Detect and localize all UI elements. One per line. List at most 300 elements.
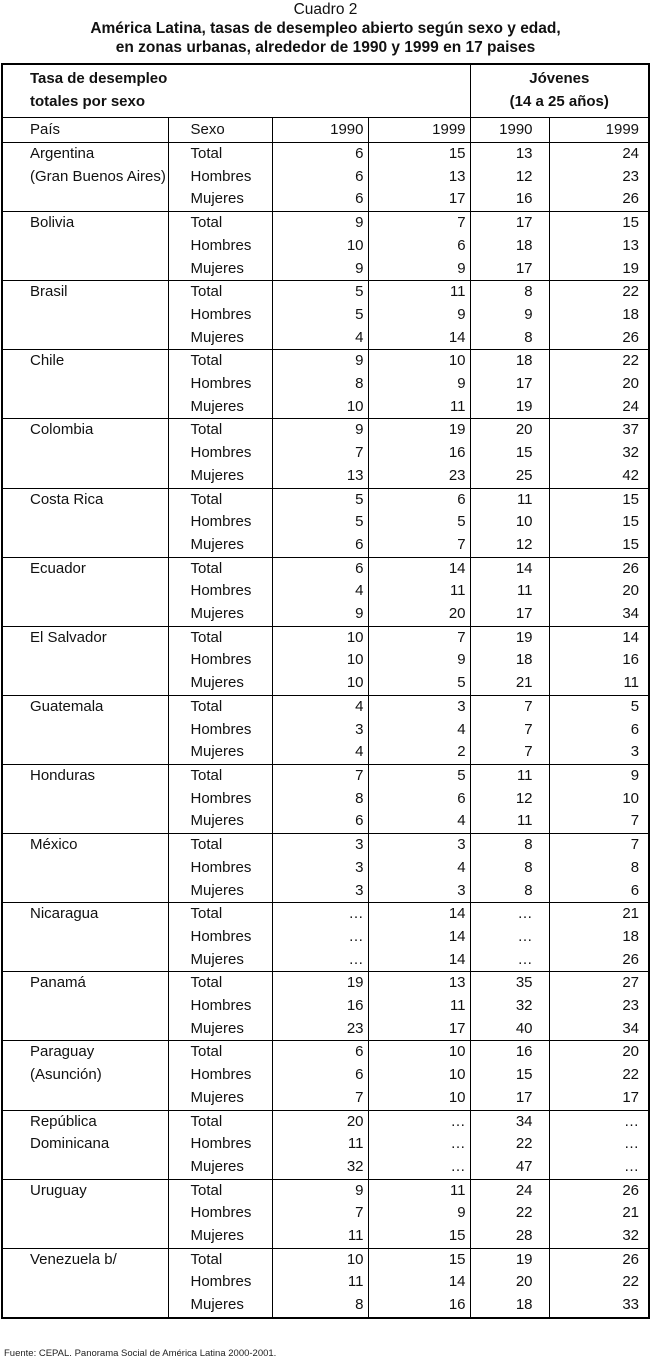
youth-1999-cell: 26 <box>549 557 649 580</box>
total-1999-cell: 15 <box>368 1248 470 1271</box>
total-1999-cell: 10 <box>368 1041 470 1064</box>
total-1990-cell: 5 <box>272 304 368 327</box>
table-row <box>2 511 649 534</box>
total-1990-cell: 8 <box>272 788 368 811</box>
youth-1999-cell: 21 <box>549 1202 649 1225</box>
youth-1999-cell: 20 <box>549 1041 649 1064</box>
youth-1990-cell: 22 <box>470 1202 549 1225</box>
youth-1999-cell: 15 <box>549 212 649 235</box>
table-group-header <box>2 64 649 118</box>
youth-1999-cell: 33 <box>549 1294 649 1318</box>
youth-1990-cell: 12 <box>470 534 549 557</box>
sex-cell: Mujeres <box>168 741 272 764</box>
youth-1990-cell: 7 <box>470 719 549 742</box>
table-row <box>2 1225 649 1248</box>
youth-1999-cell: 19 <box>549 258 649 281</box>
sex-cell: Mujeres <box>168 188 272 211</box>
country-cell: Dominicana <box>30 1135 110 1153</box>
country-cell: Brasil <box>2 281 168 304</box>
total-1990-cell: 3 <box>272 834 368 857</box>
youth-1990-cell: 47 <box>470 1156 549 1179</box>
sex-cell: Hombres <box>168 373 272 396</box>
youth-1999-cell: 26 <box>549 188 649 211</box>
sex-cell: Mujeres <box>168 672 272 695</box>
youth-1999-cell: 17 <box>549 1087 649 1110</box>
country-cell <box>2 1018 168 1041</box>
sex-cell: Hombres <box>168 1064 272 1087</box>
total-1999-cell: 19 <box>368 419 470 442</box>
youth-1990-cell: 7 <box>470 741 549 764</box>
table-row <box>2 788 649 811</box>
sex-cell: Total <box>168 972 272 995</box>
total-1990-cell: 10 <box>272 396 368 419</box>
col-header-1999: 1999 <box>368 118 470 143</box>
table-row <box>2 719 649 742</box>
table-row <box>2 1087 649 1110</box>
table-row <box>2 373 649 396</box>
total-1999-cell: 2 <box>368 741 470 764</box>
sex-cell: Hombres <box>168 926 272 949</box>
country-cell <box>2 995 168 1018</box>
youth-1999-cell: 7 <box>549 834 649 857</box>
country-cell: Uruguay <box>2 1179 168 1202</box>
youth-1990-cell: 18 <box>470 235 549 258</box>
country-cell <box>2 1202 168 1225</box>
table-row <box>2 903 649 926</box>
youth-1999-cell: 26 <box>549 1248 649 1271</box>
youth-1990-cell: 11 <box>470 764 549 787</box>
youth-1990-cell: 16 <box>470 1041 549 1064</box>
table-row <box>2 764 649 787</box>
total-1990-cell: 4 <box>272 741 368 764</box>
total-1990-cell: 16 <box>272 995 368 1018</box>
sex-cell: Hombres <box>168 719 272 742</box>
table-row <box>2 926 649 949</box>
country-cell: Colombia <box>2 419 168 442</box>
total-1999-cell: 14 <box>368 327 470 350</box>
country-cell: Ecuador <box>2 557 168 580</box>
total-1999-cell: 6 <box>368 488 470 511</box>
table-row <box>2 834 649 857</box>
sex-cell: Mujeres <box>168 396 272 419</box>
youth-1999-cell: … <box>549 1133 649 1156</box>
country-cell: El Salvador <box>2 626 168 649</box>
country-cell <box>2 396 168 419</box>
country-cell: Venezuela b/ <box>2 1248 168 1271</box>
youth-1999-cell: 22 <box>549 1271 649 1294</box>
table-row <box>2 212 649 235</box>
total-1990-cell: 8 <box>272 373 368 396</box>
youth-1990-cell: 18 <box>470 350 549 373</box>
youth-1999-cell: 20 <box>549 580 649 603</box>
youth-1999-cell: 26 <box>549 1179 649 1202</box>
total-1990-cell: … <box>272 903 368 926</box>
sex-cell: Total <box>168 834 272 857</box>
total-1999-cell: 5 <box>368 672 470 695</box>
table-row <box>2 327 649 350</box>
youth-1990-cell: 12 <box>470 166 549 189</box>
table-row <box>2 396 649 419</box>
table-row <box>2 143 649 166</box>
youth-1999-cell: 18 <box>549 926 649 949</box>
table-row <box>2 166 649 189</box>
youth-1990-cell: 8 <box>470 834 549 857</box>
sex-cell: Mujeres <box>168 810 272 833</box>
sex-cell: Hombres <box>168 166 272 189</box>
sex-cell: Mujeres <box>168 534 272 557</box>
total-1990-cell: 3 <box>272 857 368 880</box>
country-cell <box>2 465 168 488</box>
total-1990-cell: 10 <box>272 672 368 695</box>
country-cell: República <box>2 1110 168 1133</box>
youth-header: Jóvenes (14 a 25 años) <box>470 64 649 118</box>
country-cell <box>2 442 168 465</box>
country-cell <box>2 810 168 833</box>
table-caption-line-1: América Latina, tasas de desempleo abierto según sexo y edad, <box>90 20 561 37</box>
total-1999-cell: 14 <box>368 949 470 972</box>
youth-1990-cell: 21 <box>470 672 549 695</box>
sex-cell: Hombres <box>168 857 272 880</box>
table-row <box>2 465 649 488</box>
table-row <box>2 880 649 903</box>
sex-cell: Total <box>168 1110 272 1133</box>
sex-cell: Mujeres <box>168 1225 272 1248</box>
sex-cell: Total <box>168 557 272 580</box>
country-cell <box>2 926 168 949</box>
table-row <box>2 741 649 764</box>
total-1999-cell: 4 <box>368 857 470 880</box>
sex-cell: Mujeres <box>168 603 272 626</box>
youth-1999-cell: 34 <box>549 1018 649 1041</box>
country-cell <box>2 511 168 534</box>
total-1990-cell: … <box>272 949 368 972</box>
youth-1990-cell: 11 <box>470 488 549 511</box>
table-row <box>2 649 649 672</box>
total-1999-cell: 4 <box>368 810 470 833</box>
total-1990-cell: 6 <box>272 166 368 189</box>
sex-cell: Mujeres <box>168 327 272 350</box>
total-1990-cell: 10 <box>272 1248 368 1271</box>
total-1990-cell: 10 <box>272 235 368 258</box>
youth-1990-cell: 16 <box>470 188 549 211</box>
youth-1999-cell: 9 <box>549 764 649 787</box>
sex-cell: Hombres <box>168 235 272 258</box>
total-1999-cell: 3 <box>368 880 470 903</box>
total-1990-cell: 19 <box>272 972 368 995</box>
total-1999-cell: 11 <box>368 995 470 1018</box>
youth-1999-cell: 26 <box>549 327 649 350</box>
sex-cell: Total <box>168 419 272 442</box>
youth-1999-cell: 22 <box>549 281 649 304</box>
youth-1999-cell: 27 <box>549 972 649 995</box>
table-row <box>2 672 649 695</box>
table-row <box>2 1133 649 1156</box>
youth-1999-cell: 42 <box>549 465 649 488</box>
country-cell <box>2 258 168 281</box>
col-header-youth-1990: 1990 <box>470 118 549 143</box>
total-1999-cell: 16 <box>368 442 470 465</box>
youth-1999-cell: 6 <box>549 880 649 903</box>
youth-1990-cell: 15 <box>470 442 549 465</box>
youth-1990-cell: 19 <box>470 396 549 419</box>
youth-1999-cell: 14 <box>549 626 649 649</box>
totals-header: Tasa de desempleo totales por sexo <box>30 70 168 110</box>
table-row <box>2 580 649 603</box>
youth-1999-cell: 26 <box>549 949 649 972</box>
country-cell: Chile <box>2 350 168 373</box>
sex-cell: Total <box>168 350 272 373</box>
country-cell <box>2 880 168 903</box>
total-1999-cell: 7 <box>368 212 470 235</box>
youth-1999-cell: 7 <box>549 810 649 833</box>
youth-1990-cell: 14 <box>470 557 549 580</box>
sex-cell: Hombres <box>168 1133 272 1156</box>
country-cell <box>2 188 168 211</box>
sex-cell: Total <box>168 143 272 166</box>
total-1990-cell: 6 <box>272 557 368 580</box>
total-1999-cell: 10 <box>368 1064 470 1087</box>
table-row <box>2 1041 649 1064</box>
country-cell <box>2 304 168 327</box>
total-1990-cell: 3 <box>272 719 368 742</box>
total-1999-cell: 9 <box>368 258 470 281</box>
youth-1999-cell: 11 <box>549 672 649 695</box>
sex-cell: Total <box>168 903 272 926</box>
table-row <box>2 603 649 626</box>
sex-cell: Mujeres <box>168 465 272 488</box>
youth-1990-cell: 17 <box>470 258 549 281</box>
sex-cell: Total <box>168 212 272 235</box>
youth-1990-cell: 8 <box>470 880 549 903</box>
sex-cell: Mujeres <box>168 1294 272 1318</box>
table-row <box>2 281 649 304</box>
country-cell: Paraguay <box>2 1041 168 1064</box>
total-1999-cell: 7 <box>368 626 470 649</box>
column-header-row <box>2 118 649 143</box>
table-row <box>2 1271 649 1294</box>
country-cell <box>2 649 168 672</box>
youth-1990-cell: 34 <box>470 1110 549 1133</box>
youth-1999-cell: 23 <box>549 995 649 1018</box>
sex-cell: Total <box>168 764 272 787</box>
youth-1999-cell: … <box>549 1156 649 1179</box>
total-1990-cell: 7 <box>272 442 368 465</box>
country-cell: México <box>2 834 168 857</box>
table-row <box>2 857 649 880</box>
youth-1999-cell: 24 <box>549 143 649 166</box>
total-1990-cell: 9 <box>272 258 368 281</box>
sex-cell: Mujeres <box>168 1018 272 1041</box>
youth-1999-cell: 5 <box>549 695 649 718</box>
youth-1990-cell: 12 <box>470 788 549 811</box>
total-1990-cell: 9 <box>272 603 368 626</box>
total-1999-cell: 20 <box>368 603 470 626</box>
col-header-1990: 1990 <box>272 118 368 143</box>
total-1990-cell: 11 <box>272 1225 368 1248</box>
sex-cell: Total <box>168 1179 272 1202</box>
country-cell: (Asunción) <box>30 1066 102 1084</box>
table-row <box>2 419 649 442</box>
country-cell <box>2 1156 168 1179</box>
sex-cell: Total <box>168 1041 272 1064</box>
col-header-pais: País <box>2 118 168 143</box>
total-1999-cell: 7 <box>368 534 470 557</box>
total-1999-cell: 11 <box>368 580 470 603</box>
total-1990-cell: 6 <box>272 188 368 211</box>
total-1990-cell: 10 <box>272 626 368 649</box>
sex-cell: Hombres <box>168 1271 272 1294</box>
total-1990-cell: 11 <box>272 1271 368 1294</box>
youth-1999-cell: 6 <box>549 719 649 742</box>
table-row <box>2 1294 649 1318</box>
youth-1999-cell: 20 <box>549 373 649 396</box>
total-1999-cell: 5 <box>368 764 470 787</box>
table-row <box>2 442 649 465</box>
total-1999-cell: 14 <box>368 557 470 580</box>
youth-1999-cell: 21 <box>549 903 649 926</box>
youth-1999-cell: 15 <box>549 488 649 511</box>
youth-1990-cell: 17 <box>470 603 549 626</box>
total-1999-cell: 10 <box>368 350 470 373</box>
table-row <box>2 949 649 972</box>
country-cell: Nicaragua <box>2 903 168 926</box>
youth-1999-cell: 10 <box>549 788 649 811</box>
table-row <box>2 557 649 580</box>
sex-cell: Hombres <box>168 649 272 672</box>
youth-1990-cell: 8 <box>470 327 549 350</box>
total-1990-cell: 9 <box>272 212 368 235</box>
youth-1990-cell: … <box>470 949 549 972</box>
sex-cell: Mujeres <box>168 1087 272 1110</box>
youth-1999-cell: 22 <box>549 350 649 373</box>
country-cell <box>2 1271 168 1294</box>
total-1990-cell: 32 <box>272 1156 368 1179</box>
youth-1999-cell: 32 <box>549 442 649 465</box>
sex-cell: Total <box>168 281 272 304</box>
total-1990-cell: 4 <box>272 327 368 350</box>
table-row <box>2 534 649 557</box>
country-cell: Honduras <box>2 764 168 787</box>
youth-1990-cell: 8 <box>470 281 549 304</box>
table-row <box>2 304 649 327</box>
total-1999-cell: 13 <box>368 166 470 189</box>
country-cell <box>2 603 168 626</box>
youth-1990-cell: 11 <box>470 580 549 603</box>
total-1999-cell: 4 <box>368 719 470 742</box>
youth-1990-cell: 7 <box>470 695 549 718</box>
sex-cell: Hombres <box>168 304 272 327</box>
youth-1999-cell: 15 <box>549 511 649 534</box>
sex-cell: Mujeres <box>168 880 272 903</box>
youth-1999-cell: 34 <box>549 603 649 626</box>
sex-cell: Total <box>168 695 272 718</box>
total-1999-cell: 14 <box>368 926 470 949</box>
youth-1990-cell: 18 <box>470 649 549 672</box>
sex-cell: Hombres <box>168 1202 272 1225</box>
country-cell <box>2 857 168 880</box>
youth-1999-cell: 16 <box>549 649 649 672</box>
sex-cell: Total <box>168 488 272 511</box>
total-1990-cell: 6 <box>272 1064 368 1087</box>
total-1999-cell: 14 <box>368 903 470 926</box>
youth-1999-cell: 24 <box>549 396 649 419</box>
youth-1990-cell: … <box>470 926 549 949</box>
country-cell: Bolivia <box>2 212 168 235</box>
youth-1990-cell: … <box>470 903 549 926</box>
total-1999-cell: 17 <box>368 188 470 211</box>
table-caption-line-2: en zonas urbanas, alrededor de 1990 y 1999 en 17 paises <box>115 39 536 56</box>
total-1999-cell: 15 <box>368 143 470 166</box>
youth-1990-cell: 19 <box>470 1248 549 1271</box>
total-1990-cell: 3 <box>272 880 368 903</box>
country-cell <box>2 788 168 811</box>
table-title <box>0 0 651 57</box>
total-1990-cell: 10 <box>272 649 368 672</box>
total-1990-cell: 4 <box>272 580 368 603</box>
total-1999-cell: 9 <box>368 649 470 672</box>
table-row <box>2 695 649 718</box>
total-1999-cell: … <box>368 1156 470 1179</box>
youth-1990-cell: 17 <box>470 373 549 396</box>
sex-cell: Total <box>168 626 272 649</box>
total-1990-cell: 5 <box>272 488 368 511</box>
source-footnote: Fuente: CEPAL. Panorama Social de América Latina 2000-2001. <box>4 1348 277 1359</box>
table-row <box>2 235 649 258</box>
total-1999-cell: 9 <box>368 304 470 327</box>
youth-1990-cell: 19 <box>470 626 549 649</box>
table-row <box>2 1064 649 1087</box>
total-1999-cell: 3 <box>368 695 470 718</box>
col-header-sexo: Sexo <box>168 118 272 143</box>
country-cell <box>2 1087 168 1110</box>
youth-1990-cell: 9 <box>470 304 549 327</box>
total-1990-cell: 5 <box>272 511 368 534</box>
youth-1990-cell: 17 <box>470 212 549 235</box>
unemployment-table <box>1 63 650 1319</box>
table-row <box>2 1156 649 1179</box>
total-1990-cell: 23 <box>272 1018 368 1041</box>
total-1999-cell: 11 <box>368 1179 470 1202</box>
total-1990-cell: 13 <box>272 465 368 488</box>
total-1999-cell: 13 <box>368 972 470 995</box>
total-1999-cell: 23 <box>368 465 470 488</box>
total-1999-cell: 6 <box>368 788 470 811</box>
country-cell: Argentina <box>2 143 168 166</box>
total-1999-cell: 9 <box>368 373 470 396</box>
total-1990-cell: 20 <box>272 1110 368 1133</box>
youth-1990-cell: 28 <box>470 1225 549 1248</box>
youth-1990-cell: 25 <box>470 465 549 488</box>
youth-1999-cell: 15 <box>549 534 649 557</box>
total-1999-cell: 6 <box>368 235 470 258</box>
total-1990-cell: 5 <box>272 281 368 304</box>
col-header-youth-1999: 1999 <box>549 118 649 143</box>
total-1999-cell: 5 <box>368 511 470 534</box>
total-1990-cell: 7 <box>272 1087 368 1110</box>
total-1999-cell: 14 <box>368 1271 470 1294</box>
country-cell: Panamá <box>2 972 168 995</box>
table-row <box>2 1179 649 1202</box>
country-cell <box>2 949 168 972</box>
youth-1990-cell: 17 <box>470 1087 549 1110</box>
table-row <box>2 488 649 511</box>
youth-1990-cell: 22 <box>470 1133 549 1156</box>
youth-1990-cell: 15 <box>470 1064 549 1087</box>
total-1999-cell: 11 <box>368 396 470 419</box>
table-number: Cuadro 2 <box>293 1 358 18</box>
sex-cell: Hombres <box>168 580 272 603</box>
total-1990-cell: 6 <box>272 1041 368 1064</box>
